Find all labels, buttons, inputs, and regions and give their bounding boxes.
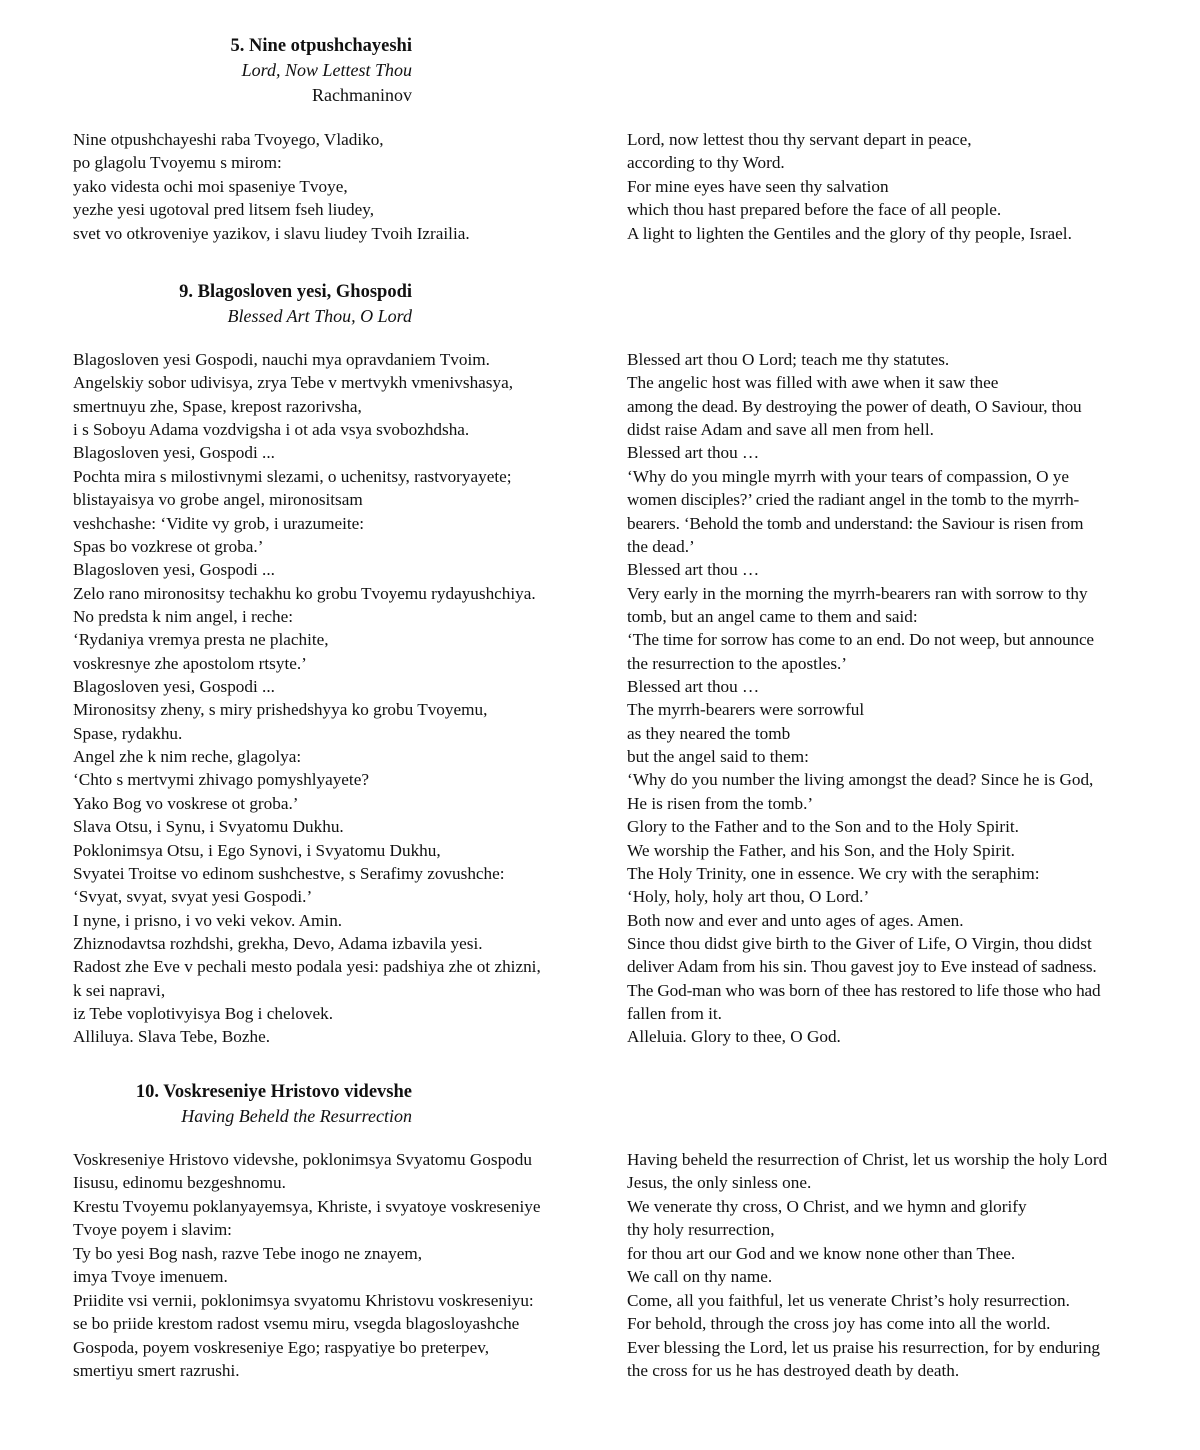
- text-line: Lord, now lettest thou thy servant depart in peace,: [627, 130, 972, 149]
- text-line: voskresnye zhe apostolom rtsyte.’: [73, 653, 307, 673]
- text-line: se bo priide krestom radost vsemu miru, vsegda blagosloyashche: [73, 1314, 520, 1334]
- text-line: For behold, through the cross joy has come into all the world.: [627, 1314, 1051, 1334]
- composer-name: Rachmaninov: [312, 85, 412, 105]
- text-line: I nyne, i prisno, i vo veki vekov. Amin.: [73, 910, 343, 930]
- text-line: imya Tvoye imenuem.: [73, 1267, 228, 1287]
- text-line: thy holy resurrection,: [627, 1220, 775, 1240]
- text-line: ‘The time for sorrow has come to an end. Do not weep, but announce: [627, 630, 1094, 650]
- english-text-column: [627, 348, 1100, 1049]
- text-line: Tvoye poyem i slavim:: [73, 1220, 232, 1240]
- text-line: Having beheld the resurrection of Christ, let us worship the holy Lord: [627, 1150, 1108, 1169]
- text-line: k sei napravi,: [73, 980, 166, 1000]
- text-line: smertiyu smert razrushi.: [73, 1360, 240, 1380]
- russian-text-column: [73, 1148, 540, 1382]
- text-line: Spas bo vozkrese ot groba.’: [73, 536, 264, 556]
- text-line: ‘Why do you mingle myrrh with your tears of compassion, O ye: [627, 466, 1070, 486]
- section-heading-5: [231, 34, 412, 108]
- text-line: among the dead. By destroying the power of death, O Saviour, thou: [627, 396, 1082, 416]
- text-line: The angelic host was filled with awe when it saw thee: [627, 373, 999, 393]
- text-line: A light to lighten the Gentiles and the glory of thy people, Israel.: [627, 223, 1072, 243]
- text-line: Blagosloven yesi, Gospodi ...: [73, 560, 275, 580]
- text-line: No predsta k nim angel, i reche:: [73, 606, 294, 626]
- text-line: for thou art our God and we know none other than Thee.: [627, 1243, 1016, 1263]
- text-line: Priidite vsi vernii, poklonimsya svyatomu Khristovu voskreseniyu:: [73, 1290, 534, 1310]
- text-line: Blessed art thou …: [627, 443, 760, 463]
- russian-text-column: [73, 348, 541, 1049]
- text-line: For mine eyes have seen thy salvation: [627, 176, 889, 196]
- text-line: which thou hast prepared before the face of all people.: [627, 200, 1002, 220]
- text-line: Ty bo yesi Bog nash, razve Tebe inogo ne znayem,: [73, 1243, 423, 1263]
- text-line: ‘Why do you number the living amongst the dead? Since he is God,: [627, 770, 1094, 790]
- text-line: Gospoda, poyem voskreseniye Ego; raspyatiye bo preterpev,: [73, 1337, 490, 1357]
- text-line: Blessed art thou O Lord; teach me thy statutes.: [627, 350, 950, 369]
- russian-text-column: [73, 128, 470, 245]
- text-line: Iisusu, edinomu bezgeshnomu.: [73, 1173, 286, 1193]
- text-line: Zelo rano mironositsy techakhu ko grobu Tvoyemu rydayushchiya.: [73, 583, 536, 603]
- text-line: Zhiznodavtsa rozhdshi, grekha, Devo, Adama izbavila yesi.: [73, 933, 483, 953]
- section-subtitle: Having Beheld the Resurrection: [181, 1106, 412, 1126]
- text-line: Blessed art thou …: [627, 677, 760, 697]
- text-line: Angel zhe k nim reche, glagolya:: [73, 747, 302, 767]
- text-line: Alleluia. Glory to thee, O God.: [627, 1027, 841, 1047]
- text-line: i s Soboyu Adama vozdvigsha i ot ada vsya svobozhdsha.: [73, 420, 470, 440]
- text-line: Jesus, the only sinless one.: [627, 1173, 812, 1193]
- section-subtitle: Blessed Art Thou, O Lord: [227, 306, 412, 326]
- section-title: 9. Blagosloven yesi, Ghospodi: [179, 282, 412, 302]
- text-line: the resurrection to the apostles.’: [627, 653, 848, 673]
- text-line: We venerate thy cross, O Christ, and we hymn and glorify: [627, 1196, 1027, 1216]
- text-line: Angelskiy sobor udivisya, zrya Tebe v mertvykh vmenivshasya,: [73, 373, 514, 393]
- text-line: smertnuyu zhe, Spase, krepost razorivsha,: [73, 396, 362, 416]
- text-line: Pochta mira s milostivnymi slezami, o uchenitsy, rastvoryayete;: [73, 466, 512, 486]
- text-line: the dead.’: [627, 536, 695, 556]
- text-line: veshchashe: ‘Vidite vy grob, i urazumeite:: [73, 513, 365, 533]
- text-line: Blagosloven yesi, Gospodi ...: [73, 443, 275, 463]
- text-line: He is risen from the tomb.’: [627, 793, 814, 813]
- text-line: Come, all you faithful, let us venerate Christ’s holy resurrection.: [627, 1290, 1070, 1310]
- text-line: Krestu Tvoyemu poklanyayemsya, Khriste, i svyatoye voskreseniye: [73, 1196, 541, 1216]
- section-title: 10. Voskreseniye Hristovo videvshe: [135, 1082, 412, 1102]
- text-line: Svyatei Troitse vo edinom sushchestve, s Serafimy zovushche:: [73, 863, 505, 883]
- section-subtitle: Lord, Now Lettest Thou: [241, 60, 412, 80]
- text-line: ‘Rydaniya vremya presta ne plachite,: [73, 630, 329, 650]
- text-line: as they neared the tomb: [627, 723, 791, 743]
- english-text-column: [627, 1148, 1107, 1382]
- text-line: bearers. ‘Behold the tomb and understand: the Saviour is risen from: [627, 513, 1084, 533]
- text-line: yezhe yesi ugotoval pred litsem fseh liudey,: [73, 200, 375, 220]
- text-line: svet vo otkroveniye yazikov, i slavu liudey Tvoih Izrailia.: [73, 223, 470, 243]
- text-line: Mironositsy zheny, s miry prishedshyya ko grobu Tvoyemu,: [73, 700, 488, 720]
- text-line: Very early in the morning the myrrh-bearers ran with sorrow to thy: [627, 583, 1088, 603]
- text-line: The God-man who was born of thee has restored to life those who had: [627, 980, 1101, 1000]
- text-line: ‘Chto s mertvymi zhivago pomyshlyayete?: [73, 770, 369, 790]
- text-line: po glagolu Tvoyemu s mirom:: [73, 153, 282, 173]
- text-line: We call on thy name.: [627, 1267, 773, 1287]
- text-line: Radost zhe Eve v pechali mesto podala yesi: padshiya zhe ot zhizni,: [73, 957, 541, 977]
- text-line: Spase, rydakhu.: [73, 723, 183, 743]
- text-line: Both now and ever and unto ages of ages. Amen.: [627, 910, 964, 930]
- text-line: ‘Svyat, svyat, svyat yesi Gospodi.’: [73, 887, 313, 907]
- text-line: Blagosloven yesi, Gospodi ...: [73, 677, 275, 697]
- text-line: Yako Bog vo voskrese ot groba.’: [73, 793, 299, 813]
- text-line: Blessed art thou …: [627, 560, 760, 580]
- text-line: according to thy Word.: [627, 153, 785, 173]
- text-line: Ever blessing the Lord, let us praise his resurrection, for by enduring: [627, 1337, 1101, 1357]
- section-heading-9: [179, 280, 412, 328]
- text-line: Poklonimsya Otsu, i Ego Synovi, i Svyatomu Dukhu,: [73, 840, 441, 860]
- text-line: Blagosloven yesi Gospodi, nauchi mya opravdaniem Tvoim.: [73, 350, 490, 369]
- text-line: The Holy Trinity, one in essence. We cry with the seraphim:: [627, 863, 1040, 883]
- text-line: women disciples?’ cried the radiant angel in the tomb to the myrrh-: [627, 490, 1080, 510]
- text-line: iz Tebe voplotivyisya Bog i chelovek.: [73, 1004, 334, 1024]
- text-line: fallen from it.: [627, 1004, 722, 1024]
- text-line: yako videsta ochi moi spaseniye Tvoye,: [73, 176, 348, 196]
- text-line: Glory to the Father and to the Son and to the Holy Spirit.: [627, 817, 1019, 837]
- text-line: Voskreseniye Hristovo videvshe, poklonimsya Svyatomu Gospodu: [73, 1150, 532, 1169]
- english-text-column: [627, 128, 1072, 245]
- text-line: blistayaisya vo grobe angel, mironositsam: [73, 490, 363, 510]
- text-line: Slava Otsu, i Synu, i Svyatomu Dukhu.: [73, 817, 344, 837]
- text-line: tomb, but an angel came to them and said:: [627, 606, 918, 626]
- section-heading-10: [136, 1080, 412, 1128]
- text-line: ‘Holy, holy, holy art thou, O Lord.’: [627, 887, 870, 907]
- text-line: but the angel said to them:: [627, 747, 809, 767]
- text-line: We worship the Father, and his Son, and the Holy Spirit.: [627, 840, 1015, 860]
- text-line: Alliluya. Slava Tebe, Bozhe.: [73, 1027, 271, 1047]
- text-line: Since thou didst give birth to the Giver of Life, O Virgin, thou didst: [627, 933, 1092, 953]
- section-title: 5. Nine otpushchayeshi: [230, 36, 412, 56]
- text-line: deliver Adam from his sin. Thou gavest joy to Eve instead of sadness.: [627, 957, 1097, 977]
- text-line: didst raise Adam and save all men from hell.: [627, 420, 934, 440]
- text-line: The myrrh-bearers were sorrowful: [627, 700, 865, 720]
- text-line: Nine otpushchayeshi raba Tvoyego, Vladiko,: [73, 130, 384, 149]
- text-line: the cross for us he has destroyed death by death.: [627, 1360, 960, 1380]
